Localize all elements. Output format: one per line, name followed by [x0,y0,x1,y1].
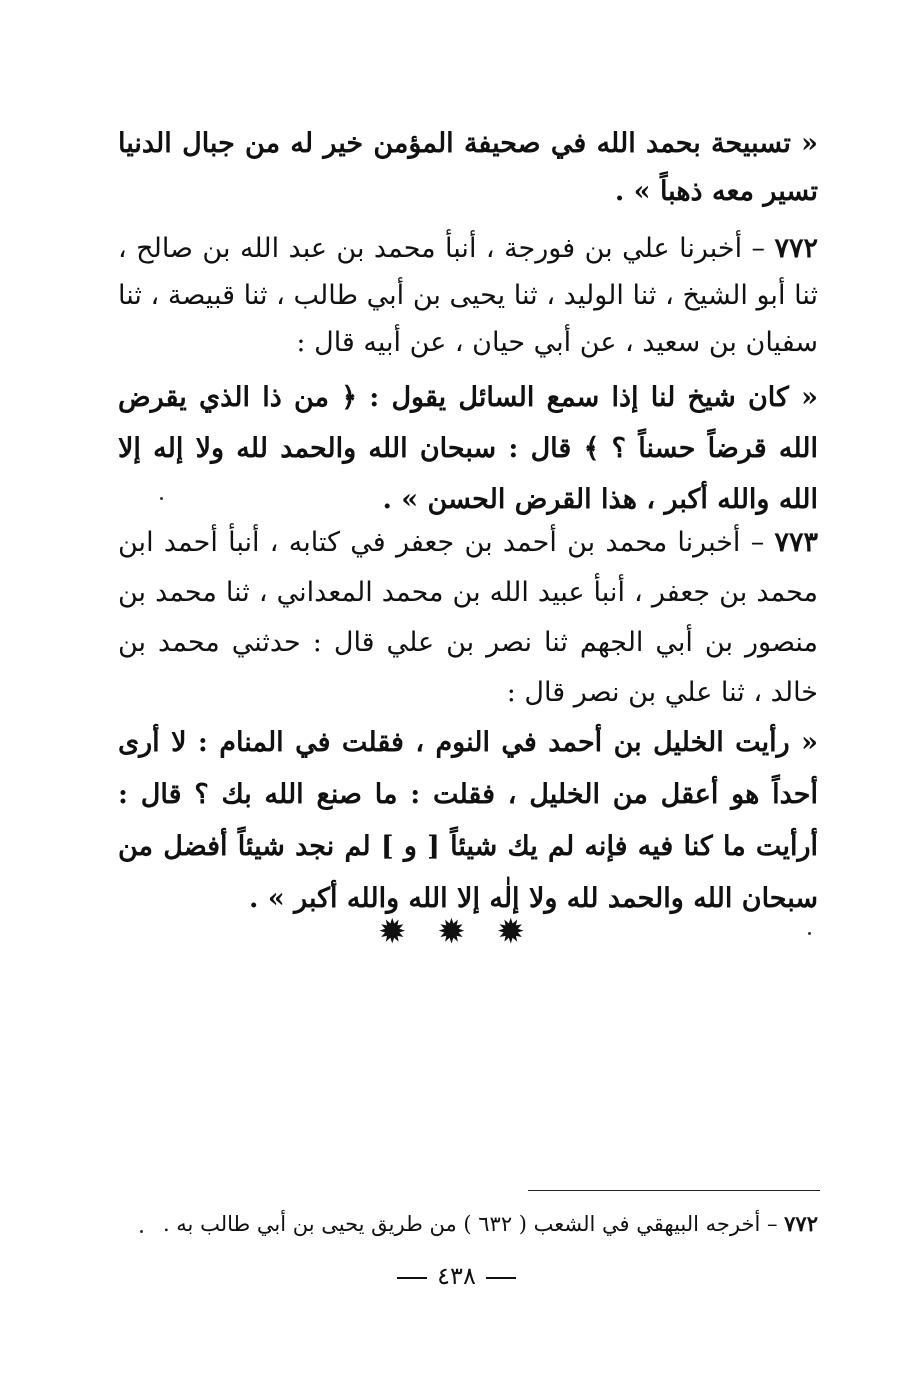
footnote-number: ٧٧٢ [784,1211,818,1236]
quote-paragraph-3 [118,717,818,925]
footnote-divider [528,1190,820,1191]
quote-text-3: « رأيت الخليل بن أحمد في النوم ، فقلت في المنام : لا أرى أحداً هو أعقل من الخليل ، فقلت : ما صنع الله بك ؟ قال : أرأيت ما كنا فيه فإنه لم يك شيئاً [ و ] لم نجد شيئاً أفضل من سبحان الله والحمد لله ولا إلٰه إلا الله والله أكبر » . [118,727,818,914]
footnote [118,1208,818,1240]
scan-speck [808,932,811,935]
scan-speck [160,497,163,500]
hadith-number-773: ٧٧٣ [774,527,818,558]
page-number-dash-right [397,1277,427,1279]
page-number-dash-left [486,1277,516,1279]
hadith-chain-772: – أخبرنا علي بن فورجة ، أنبأ محمد بن عبد الله بن صالح ، ثنا أبو الشيخ ، ثنا الوليد ، ثنا يحيى بن أبي طالب ، ثنا قبيصة ، ثنا سفيان بن سعيد ، عن أبي حيان ، عن أبيه قال : [118,233,818,358]
hadith-paragraph-773 [118,518,818,718]
quote-text-2: « كان شيخ لنا إذا سمع السائل يقول : ﴿ من ذا الذي يقرض الله قرضاً حسناً ؟ ﴾ قال : سبحان الله والحمد لله ولا إله إلا الله والله أكبر ، هذا القرض الحسن » . [118,382,818,515]
section-separator: ✹ ✹ ✹ [377,912,536,952]
hadith-chain-773: – أخبرنا محمد بن أحمد بن جعفر في كتابه ، أنبأ أحمد ابن محمد بن جعفر ، أنبأ عبيد الله بن محمد المعداني ، ثنا محمد بن منصور بن أبي الجهم ثنا نصر بن علي قال : حدثني محمد بن خالد ، ثنا علي بن نصر قال : [118,527,818,708]
page-number [0,1262,913,1290]
page-number-value: ٤٣٨ [437,1262,476,1290]
quote-paragraph-2 [118,372,818,525]
hadith-number-772: ٧٧٢ [774,233,818,264]
scan-speck [140,1230,143,1233]
footnote-text: – أخرجه البيهقي في الشعب ( ٦٣٢ ) من طريق يحيى بن أبي طالب به . [162,1212,785,1236]
hadith-paragraph-772 [118,225,818,366]
quote-paragraph-1 [118,120,818,216]
quote-text-1: « تسبيحة بحمد الله في صحيفة المؤمن خير له من جبال الدنيا تسير معه ذهباً » . [118,128,818,207]
